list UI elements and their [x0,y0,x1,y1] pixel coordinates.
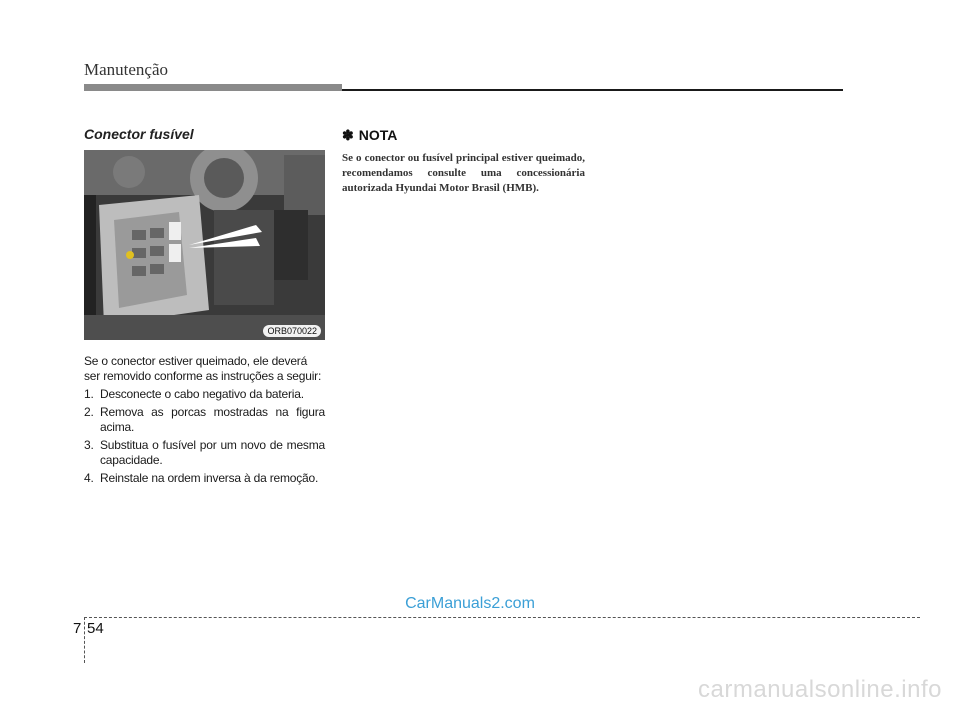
note-text: Se o conector ou fusível principal estiver queimado, recomendamos consulte uma concessionária autorizada Hyundai Motor Brasil (HMB). [342,152,585,194]
step-number: 3. [84,438,94,452]
header-rule-thin [342,89,843,91]
intro-paragraph: Se o conector estiver queimado, ele deverá ser removido conforme as instruções a seguir: [84,354,322,383]
step-number: 2. [84,405,94,419]
step-item [84,405,325,435]
header-rule-thick [84,84,342,91]
note-star-icon: ✽ [342,127,354,143]
note-title [342,127,397,144]
photo-reference-code: ORB070022 [263,325,321,337]
step-number: 4. [84,471,94,485]
instruction-steps [84,387,325,486]
footer-vertical-dash [84,617,85,663]
step-text: Remova as porcas mostradas na figura acima. [100,405,325,434]
step-item [84,471,325,486]
site-footer-link[interactable]: carmanualsonline.info [698,676,942,703]
step-item [84,387,325,402]
step-text: Desconecte o cabo negativo da bateria. [100,387,304,401]
section-body [84,354,325,489]
engine-fuse-photo [84,150,325,340]
step-text: Substitua o fusível por um novo de mesma capacidade. [100,438,325,467]
watermark-link[interactable]: CarManuals2.com [405,595,535,612]
page-number: 54 [87,620,104,637]
page-chapter-number: 7 [73,620,82,637]
step-number: 1. [84,387,94,401]
section-title: Conector fusível [84,126,194,142]
chapter-header-title: Manutenção [84,60,169,79]
note-title-text: NOTA [358,127,398,143]
step-item [84,438,325,468]
footer-dashed-rule [84,617,920,618]
step-text: Reinstale na ordem inversa à da remoção. [100,471,319,485]
